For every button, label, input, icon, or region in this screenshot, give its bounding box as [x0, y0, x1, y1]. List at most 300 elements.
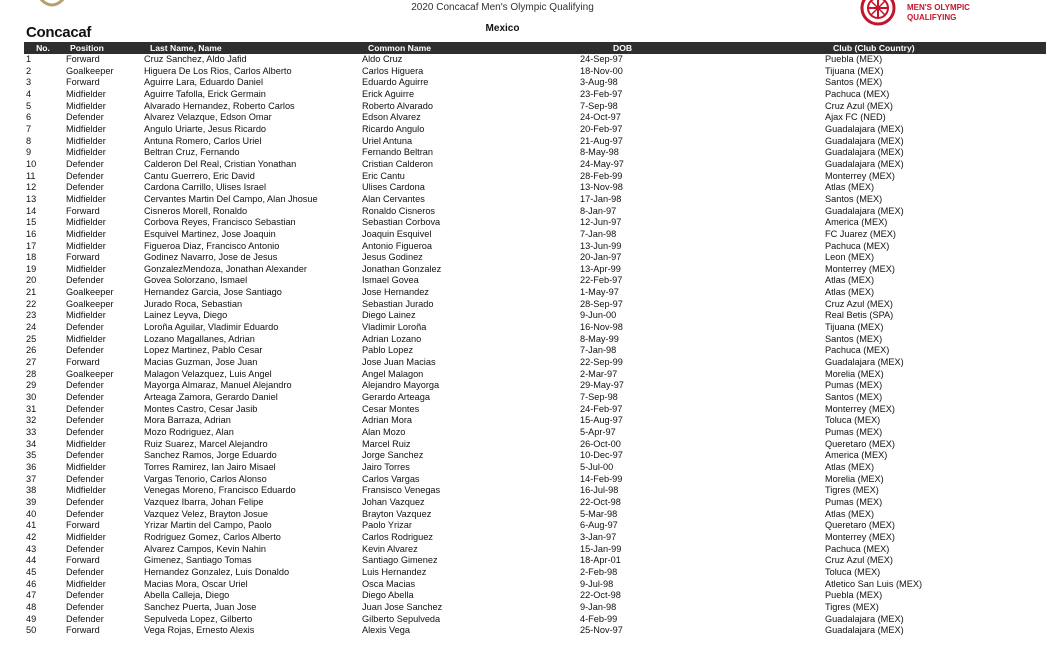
- player-number: 17: [26, 240, 37, 251]
- player-position: Midfielder: [66, 135, 106, 146]
- player-dob: 20-Feb-97: [580, 123, 623, 134]
- player-dob: 7-Jan-98: [580, 228, 617, 239]
- player-club: Toluca (MEX): [825, 566, 881, 577]
- player-position: Midfielder: [66, 310, 106, 321]
- player-club: Santos (MEX): [825, 193, 883, 204]
- player-dob: 2-Feb-98: [580, 566, 618, 577]
- player-club: Pachuca (MEX): [825, 88, 890, 99]
- player-club: Guadalajara (MEX): [825, 123, 904, 134]
- player-dob: 7-Jan-98: [580, 345, 617, 356]
- player-number: 23: [26, 310, 37, 321]
- player-position: Midfielder: [66, 88, 106, 99]
- table-row: [24, 206, 1046, 218]
- player-full-name: Alvarez Campos, Kevin Nahin: [144, 543, 267, 554]
- player-full-name: Malagon Velazquez, Luis Angel: [144, 368, 272, 379]
- table-row: [24, 124, 1046, 136]
- player-full-name: Cisneros Morell, Ronaldo: [144, 205, 248, 216]
- player-club: Atlas (MEX): [825, 461, 875, 472]
- player-club: Guadalajara (MEX): [825, 357, 904, 368]
- player-full-name: Arteaga Zamora, Gerardo Daniel: [144, 392, 278, 403]
- player-dob: 14-Feb-99: [580, 473, 623, 484]
- table-row: [24, 497, 1046, 509]
- table-row: [24, 112, 1046, 124]
- table-row: [24, 614, 1046, 626]
- player-club: Queretaro (MEX): [825, 438, 895, 449]
- player-full-name: Mora Barraza, Adrian: [144, 415, 231, 426]
- player-full-name: Ruiz Suarez, Marcel Alejandro: [144, 438, 268, 449]
- player-common-name: Jairo Torres: [362, 461, 410, 472]
- player-full-name: Govea Solorzano, Ismael: [144, 275, 248, 286]
- table-row: [24, 194, 1046, 206]
- player-number: 41: [26, 520, 37, 531]
- player-position: Forward: [66, 54, 100, 64]
- olympic-text-line1: MEN'S OLYMPIC: [907, 3, 970, 12]
- player-club: Santos (MEX): [825, 333, 883, 344]
- player-position: Defender: [66, 496, 104, 507]
- player-number: 47: [26, 590, 37, 601]
- player-number: 26: [26, 345, 37, 356]
- player-common-name: Juan Jose Sanchez: [362, 601, 443, 612]
- player-full-name: Hernandez Gonzalez, Luis Donaldo: [144, 566, 290, 577]
- player-common-name: Erick Aguirre: [362, 88, 415, 99]
- player-dob: 22-Oct-98: [580, 496, 621, 507]
- player-number: 8: [26, 135, 32, 146]
- player-club: Pumas (MEX): [825, 496, 883, 507]
- player-number: 49: [26, 613, 37, 624]
- player-club: Pachuca (MEX): [825, 240, 890, 251]
- player-common-name: Diego Abella: [362, 590, 414, 601]
- table-row: [24, 310, 1046, 322]
- player-number: 35: [26, 450, 37, 461]
- player-position: Forward: [66, 625, 100, 636]
- player-common-name: Pablo Lopez: [362, 345, 414, 356]
- player-full-name: Alvarado Hernandez, Roberto Carlos: [144, 100, 295, 111]
- player-number: 25: [26, 333, 37, 344]
- column-header-common-name: Common Name: [360, 42, 580, 54]
- player-club: Tigres (MEX): [825, 485, 879, 496]
- olympic-text-line2: QUALIFYING: [907, 13, 957, 22]
- player-full-name: Angulo Uriarte, Jesus Ricardo: [144, 123, 267, 134]
- player-common-name: Jose Juan Macias: [362, 357, 436, 368]
- table-row: [24, 101, 1046, 113]
- player-position: Defender: [66, 403, 104, 414]
- player-common-name: Alexis Vega: [362, 625, 411, 636]
- table-row: [24, 544, 1046, 556]
- player-full-name: Montes Castro, Cesar Jasib: [144, 403, 258, 414]
- player-number: 10: [26, 158, 37, 169]
- player-dob: 12-Jun-97: [580, 217, 622, 228]
- player-number: 27: [26, 357, 37, 368]
- player-dob: 4-Feb-99: [580, 613, 618, 624]
- player-position: Midfielder: [66, 485, 106, 496]
- player-full-name: Hernandez Garcia, Jose Santiago: [144, 287, 282, 298]
- player-club: Guadalajara (MEX): [825, 147, 904, 158]
- player-common-name: Ismael Govea: [362, 275, 419, 286]
- player-full-name: Yrizar Martin del Campo, Paolo: [144, 520, 272, 531]
- player-club: America (MEX): [825, 217, 888, 228]
- player-full-name: Cruz Sanchez, Aldo Jafid: [144, 54, 247, 64]
- player-number: 16: [26, 228, 37, 239]
- table-row: [24, 579, 1046, 591]
- player-number: 29: [26, 380, 37, 391]
- player-position: Midfielder: [66, 123, 106, 134]
- table-row: [24, 392, 1046, 404]
- player-common-name: Carlos Vargas: [362, 473, 420, 484]
- player-full-name: Macias Mora, Oscar Uriel: [144, 578, 248, 589]
- player-number: 46: [26, 578, 37, 589]
- player-full-name: Mayorga Almaraz, Manuel Alejandro: [144, 380, 292, 391]
- player-number: 22: [26, 298, 37, 309]
- player-full-name: Sanchez Puerta, Juan Jose: [144, 601, 257, 612]
- player-position: Forward: [66, 555, 100, 566]
- player-club: Guadalajara (MEX): [825, 158, 904, 169]
- player-dob: 13-Apr-99: [580, 263, 621, 274]
- player-number: 19: [26, 263, 37, 274]
- player-club: Guadalajara (MEX): [825, 135, 904, 146]
- player-position: Defender: [66, 508, 104, 519]
- table-row: [24, 404, 1046, 416]
- player-position: Midfielder: [66, 578, 106, 589]
- player-position: Defender: [66, 613, 104, 624]
- player-dob: 21-Aug-97: [580, 135, 623, 146]
- player-full-name: Aguirre Tafolla, Erick Germain: [144, 88, 266, 99]
- table-row: [24, 299, 1046, 311]
- player-club: Guadalajara (MEX): [825, 205, 904, 216]
- player-full-name: Loroña Aguilar, Vladimir Eduardo: [144, 322, 279, 333]
- player-dob: 16-Jul-98: [580, 485, 619, 496]
- player-club: Guadalajara (MEX): [825, 613, 904, 624]
- player-club: Atlas (MEX): [825, 182, 875, 193]
- table-row: [24, 182, 1046, 194]
- player-dob: 25-Nov-97: [580, 625, 623, 636]
- player-common-name: Eric Cantu: [362, 170, 405, 181]
- player-number: 28: [26, 368, 37, 379]
- player-dob: 18-Apr-01: [580, 555, 621, 566]
- player-common-name: Gilberto Sepulveda: [362, 613, 441, 624]
- player-club: Monterrey (MEX): [825, 531, 895, 542]
- player-full-name: Beltran Cruz, Fernando: [144, 147, 240, 158]
- table-row: [24, 252, 1046, 264]
- player-common-name: Luis Hernandez: [362, 566, 427, 577]
- player-common-name: Johan Vazquez: [362, 496, 425, 507]
- player-dob: 17-Jan-98: [580, 193, 622, 204]
- player-common-name: Joaquin Esquivel: [362, 228, 432, 239]
- player-full-name: Godinez Navarro, Jose de Jesus: [144, 252, 278, 263]
- player-dob: 9-Jan-98: [580, 601, 617, 612]
- player-position: Defender: [66, 427, 104, 437]
- player-club: Pumas (MEX): [825, 380, 883, 391]
- player-dob: 29-May-97: [580, 380, 624, 391]
- table-row: [24, 322, 1046, 334]
- player-full-name: Jurado Roca, Sebastian: [144, 298, 243, 309]
- player-number: 20: [26, 275, 37, 286]
- player-full-name: Lopez Martinez, Pablo Cesar: [144, 345, 263, 356]
- player-position: Defender: [66, 170, 104, 181]
- player-club: Pachuca (MEX): [825, 345, 890, 356]
- player-dob: 3-Jan-97: [580, 531, 617, 542]
- player-position: Defender: [66, 392, 104, 403]
- player-common-name: Ricardo Angulo: [362, 123, 425, 134]
- player-full-name: Gimenez, Santiago Tomas: [144, 555, 252, 566]
- player-common-name: Edson Alvarez: [362, 112, 421, 123]
- player-dob: 15-Jan-99: [580, 543, 622, 554]
- player-club: America (MEX): [825, 450, 888, 461]
- player-full-name: GonzalezMendoza, Jonathan Alexander: [144, 263, 307, 274]
- player-position: Defender: [66, 601, 104, 612]
- player-position: Midfielder: [66, 217, 106, 228]
- player-full-name: Vazquez Velez, Brayton Josue: [144, 508, 268, 519]
- player-dob: 24-May-97: [580, 158, 624, 169]
- player-full-name: Lozano Magallanes, Adrian: [144, 333, 255, 344]
- player-full-name: Cardona Carrillo, Ulises Israel: [144, 182, 267, 193]
- player-common-name: Cristian Calderon: [362, 158, 433, 169]
- player-position: Midfielder: [66, 228, 106, 239]
- player-number: 39: [26, 496, 37, 507]
- table-row: [24, 89, 1046, 101]
- table-row: [24, 520, 1046, 532]
- player-club: Tigres (MEX): [825, 601, 879, 612]
- player-club: Santos (MEX): [825, 77, 883, 88]
- player-common-name: Jorge Sanchez: [362, 450, 424, 461]
- player-common-name: Sebastian Jurado: [362, 298, 434, 309]
- table-header-row: [24, 42, 1046, 54]
- player-common-name: Uriel Antuna: [362, 135, 413, 146]
- player-common-name: Carlos Higuera: [362, 65, 424, 76]
- player-number: 38: [26, 485, 37, 496]
- table-row: [24, 439, 1046, 451]
- table-row: [24, 450, 1046, 462]
- player-position: Forward: [66, 205, 100, 216]
- player-common-name: Jonathan Gonzalez: [362, 263, 442, 274]
- player-number: 33: [26, 427, 37, 437]
- player-number: 44: [26, 555, 37, 566]
- player-full-name: Sepulveda Lopez, Gilberto: [144, 613, 253, 624]
- player-number: 32: [26, 415, 37, 426]
- player-club: Monterrey (MEX): [825, 263, 895, 274]
- table-row: [24, 147, 1046, 159]
- player-number: 11: [26, 170, 36, 181]
- table-row: [24, 217, 1046, 229]
- column-header-club: Club (Club Country): [825, 42, 1046, 54]
- player-full-name: Torres Ramirez, Ian Jairo Misael: [144, 461, 276, 472]
- player-position: Goalkeeper: [66, 65, 114, 76]
- column-header-no: No.: [24, 42, 62, 54]
- player-common-name: Roberto Alvarado: [362, 100, 433, 111]
- player-position: Defender: [66, 322, 104, 333]
- table-row: [24, 287, 1046, 299]
- player-number: 5: [26, 100, 32, 111]
- player-common-name: Alan Mozo: [362, 427, 406, 437]
- player-position: Goalkeeper: [66, 368, 114, 379]
- player-dob: 1-May-97: [580, 287, 619, 298]
- player-common-name: Fransisco Venegas: [362, 485, 441, 496]
- player-number: 40: [26, 508, 37, 519]
- player-dob: 20-Jan-97: [580, 252, 622, 263]
- player-club: Pachuca (MEX): [825, 543, 890, 554]
- player-dob: 24-Sep-97: [580, 54, 623, 64]
- player-dob: 26-Oct-00: [580, 438, 621, 449]
- player-dob: 13-Nov-98: [580, 182, 623, 193]
- player-dob: 10-Dec-97: [580, 450, 623, 461]
- player-number: 48: [26, 601, 37, 612]
- roster-table-body: [24, 54, 1046, 637]
- table-row: [24, 264, 1046, 276]
- player-number: 12: [26, 182, 37, 193]
- player-common-name: Eduardo Aguirre: [362, 77, 429, 88]
- player-number: 34: [26, 438, 37, 449]
- player-position: Defender: [66, 590, 104, 601]
- player-dob: 5-Jul-00: [580, 461, 614, 472]
- player-club: FC Juarez (MEX): [825, 228, 896, 239]
- column-header-position: Position: [62, 42, 142, 54]
- table-row: [24, 590, 1046, 602]
- player-common-name: Adrian Lozano: [362, 333, 422, 344]
- player-position: Midfielder: [66, 438, 106, 449]
- player-position: Defender: [66, 182, 104, 193]
- table-row: [24, 485, 1046, 497]
- player-dob: 5-Mar-98: [580, 508, 618, 519]
- player-club: Real Betis (SPA): [825, 310, 894, 321]
- player-full-name: Mozo Rodriguez, Alan: [144, 427, 234, 437]
- player-number: 2: [26, 65, 32, 76]
- player-common-name: Diego Lainez: [362, 310, 416, 321]
- player-dob: 2-Mar-97: [580, 368, 618, 379]
- table-row: [24, 474, 1046, 486]
- player-common-name: Jesus Godinez: [362, 252, 423, 263]
- player-club: Atlas (MEX): [825, 275, 875, 286]
- player-full-name: Cervantes Martin Del Campo, Alan Jhosue: [144, 193, 318, 204]
- table-row: [24, 380, 1046, 392]
- table-row: [24, 427, 1046, 439]
- player-dob: 3-Aug-98: [580, 77, 618, 88]
- table-row: [24, 241, 1046, 253]
- player-common-name: Gerardo Arteaga: [362, 392, 430, 403]
- player-number: 50: [26, 625, 37, 636]
- player-position: Midfielder: [66, 147, 106, 158]
- player-club: Tijuana (MEX): [825, 65, 884, 76]
- table-row: [24, 625, 1046, 637]
- player-club: Puebla (MEX): [825, 54, 883, 64]
- player-dob: 5-Apr-97: [580, 427, 616, 437]
- player-full-name: Cantu Guerrero, Eric David: [144, 170, 255, 181]
- player-position: Forward: [66, 357, 100, 368]
- player-number: 15: [26, 217, 37, 228]
- table-row: [24, 345, 1046, 357]
- player-number: 45: [26, 566, 37, 577]
- player-dob: 28-Feb-99: [580, 170, 623, 181]
- player-dob: 13-Jun-99: [580, 240, 622, 251]
- player-common-name: Ronaldo Cisneros: [362, 205, 436, 216]
- player-position: Midfielder: [66, 531, 106, 542]
- player-club: Monterrey (MEX): [825, 170, 895, 181]
- player-position: Midfielder: [66, 100, 106, 111]
- player-number: 24: [26, 322, 37, 333]
- player-full-name: Aguirre Lara, Eduardo Daniel: [144, 77, 263, 88]
- player-common-name: Osca Macias: [362, 578, 416, 589]
- player-number: 18: [26, 252, 37, 263]
- player-position: Midfielder: [66, 461, 106, 472]
- player-dob: 9-Jun-00: [580, 310, 617, 321]
- player-number: 9: [26, 147, 32, 158]
- player-position: Forward: [66, 520, 100, 531]
- table-row: [24, 369, 1046, 381]
- player-full-name: Calderon Del Real, Cristian Yonathan: [144, 158, 297, 169]
- player-position: Forward: [66, 252, 100, 263]
- player-common-name: Alan Cervantes: [362, 193, 425, 204]
- player-common-name: Alejandro Mayorga: [362, 380, 440, 391]
- player-number: 21: [26, 287, 37, 298]
- table-row: [24, 54, 1046, 66]
- player-dob: 22-Oct-98: [580, 590, 621, 601]
- player-full-name: Rodriguez Gomez, Carlos Alberto: [144, 531, 281, 542]
- player-number: 3: [26, 77, 32, 88]
- player-common-name: Sebastian Corbova: [362, 217, 441, 228]
- player-common-name: Fernando Beltran: [362, 147, 433, 158]
- player-club: Morelia (MEX): [825, 368, 884, 379]
- player-position: Defender: [66, 473, 104, 484]
- player-club: Morelia (MEX): [825, 473, 884, 484]
- player-position: Defender: [66, 158, 104, 169]
- player-position: Defender: [66, 112, 104, 123]
- player-position: Midfielder: [66, 263, 106, 274]
- player-club: Toluca (MEX): [825, 415, 881, 426]
- player-club: Pumas (MEX): [825, 427, 883, 437]
- player-dob: 6-Aug-97: [580, 520, 618, 531]
- player-full-name: Higuera De Los Rios, Carlos Alberto: [144, 65, 292, 76]
- player-full-name: Sanchez Ramos, Jorge Eduardo: [144, 450, 277, 461]
- player-position: Goalkeeper: [66, 287, 114, 298]
- table-row: [24, 159, 1046, 171]
- player-common-name: Adrian Mora: [362, 415, 413, 426]
- player-dob: 24-Oct-97: [580, 112, 621, 123]
- player-dob: 18-Nov-00: [580, 65, 623, 76]
- player-number: 36: [26, 461, 37, 472]
- player-dob: 8-May-98: [580, 147, 619, 158]
- player-position: Defender: [66, 415, 104, 426]
- player-number: 13: [26, 193, 37, 204]
- player-position: Defender: [66, 543, 104, 554]
- player-common-name: Jose Hernandez: [362, 287, 429, 298]
- player-dob: 7-Sep-98: [580, 392, 618, 403]
- player-number: 1: [26, 54, 32, 64]
- player-position: Midfielder: [66, 333, 106, 344]
- player-position: Defender: [66, 566, 104, 577]
- table-row: [24, 229, 1046, 241]
- player-club: Ajax FC (NED): [825, 112, 886, 123]
- table-row: [24, 275, 1046, 287]
- column-header-dob: DOB: [580, 42, 825, 54]
- player-club: Cruz Azul (MEX): [825, 555, 893, 566]
- player-position: Defender: [66, 380, 104, 391]
- table-row: [24, 66, 1046, 78]
- player-dob: 15-Aug-97: [580, 415, 623, 426]
- player-common-name: Santiago Gimenez: [362, 555, 438, 566]
- player-club: Puebla (MEX): [825, 590, 883, 601]
- olympic-qualifying-logo-icon: [852, 0, 904, 32]
- player-number: 4: [26, 88, 32, 99]
- player-number: 37: [26, 473, 37, 484]
- player-common-name: Antonio Figueroa: [362, 240, 432, 251]
- player-full-name: Antuna Romero, Carlos Uriel: [144, 135, 262, 146]
- player-common-name: Cesar Montes: [362, 403, 420, 414]
- player-common-name: Brayton Vazquez: [362, 508, 432, 519]
- brand-name: Concacaf: [26, 24, 92, 41]
- player-full-name: Figueroa Diaz, Francisco Antonio: [144, 240, 280, 251]
- player-number: 43: [26, 543, 37, 554]
- table-row: [24, 602, 1046, 614]
- player-club: Queretaro (MEX): [825, 520, 895, 531]
- olympic-qualifying-label: [907, 3, 970, 23]
